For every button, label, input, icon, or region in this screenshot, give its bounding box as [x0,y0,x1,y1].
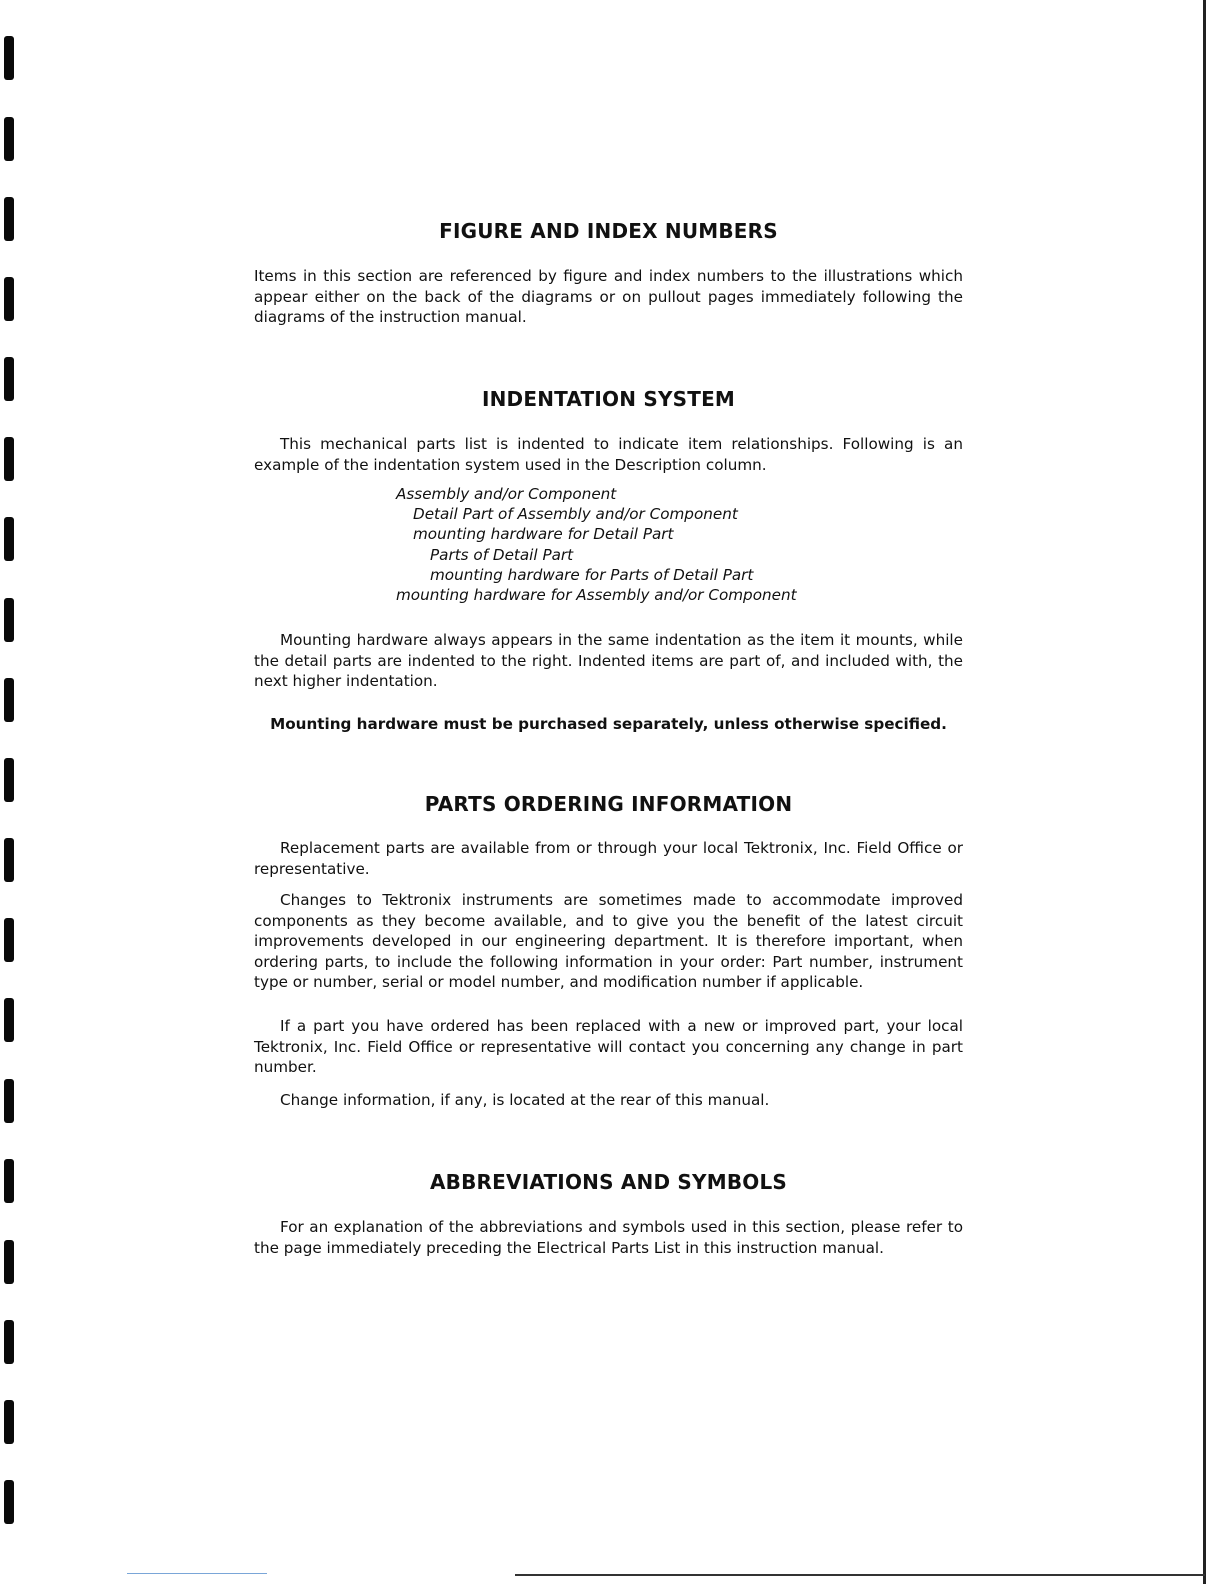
binder-punch-mark [4,1400,14,1444]
binder-punch-mark [4,1240,14,1284]
heading-abbreviations: ABBREVIATIONS AND SYMBOLS [429,1170,788,1194]
indentation-intro-paragraph: This mechanical parts list is indented to indicate item relationships. Following is an example of the indentation system used in the Description column. [254,435,963,474]
binder-punch-mark [4,1480,14,1524]
binder-punch-mark [4,197,14,241]
heading-indentation-system: INDENTATION SYSTEM [481,387,736,411]
binder-punch-mark [4,36,14,80]
binder-punch-mark [4,1159,14,1203]
indent-example-line: mounting hardware for Detail Part [413,525,674,544]
parts-ordering-paragraph-4: Change information, if any, is located at the rear of this manual. [280,1091,770,1109]
heading-figure-index: FIGURE AND INDEX NUMBERS [439,219,778,243]
binder-punch-mark [4,998,14,1042]
binder-punch-mark [4,918,14,962]
binder-punch-mark [4,838,14,882]
parts-ordering-paragraph-3: If a part you have ordered has been replaced with a new or improved part, your local Tektronix, Inc. Field Office or representative will contact you concerning any change in part number. [254,1017,963,1076]
heading-parts-ordering: PARTS ORDERING INFORMATION [424,792,793,816]
page-edge-right [1203,0,1206,1584]
indent-example-line: Detail Part of Assembly and/or Component [413,505,738,524]
indentation-example-list [396,484,797,605]
binder-punch-mark [4,1320,14,1364]
mounting-hardware-paragraph: Mounting hardware always appears in the same indentation as the item it mounts, while the detail parts are indented to the right. Indented items are part of, and included with, the next higher indentation. [254,631,963,690]
abbreviations-paragraph: For an explanation of the abbreviations and symbols used in this section, please refer to the page immediately preceding the Electrical Parts List in this instruction manual. [254,1218,963,1257]
binder-punch-mark [4,678,14,722]
indent-example-line: mounting hardware for Parts of Detail Part [430,565,754,584]
binder-punch-mark [4,598,14,642]
binder-punch-mark [4,1079,14,1123]
parts-ordering-paragraph-2: Changes to Tektronix instruments are sometimes made to accommodate improved components as they become available, and to give you the benefit of the latest circuit improvements developed in our engineering department. It is therefore important, when ordering parts, to include the following information in your order: Part number, instrument type or number, serial or model number, and modification number if applicable. [254,891,963,991]
purchase-separately-note: Mounting hardware must be purchased separately, unless otherwise specified. [270,715,947,733]
scan-artifact-line [127,1573,267,1574]
indent-example-line: Parts of Detail Part [430,545,574,564]
indent-example-line: Assembly and/or Component [396,485,617,503]
binder-punch-mark [4,357,14,401]
binder-punch-mark [4,117,14,161]
binder-punch-mark [4,517,14,561]
indent-example-line: mounting hardware for Assembly and/or Component [396,586,797,605]
binder-punch-mark [4,277,14,321]
binder-punch-mark [4,758,14,802]
page-edge-bottom [515,1574,1205,1576]
parts-ordering-paragraph-1: Replacement parts are available from or through your local Tektronix, Inc. Field Office or representative. [254,839,963,878]
binder-punch-mark [4,437,14,481]
figure-index-paragraph: Items in this section are referenced by figure and index numbers to the illustrations which appear either on the back of the diagrams or on pullout pages immediately following the diagrams of the instruction manual. [254,267,963,326]
